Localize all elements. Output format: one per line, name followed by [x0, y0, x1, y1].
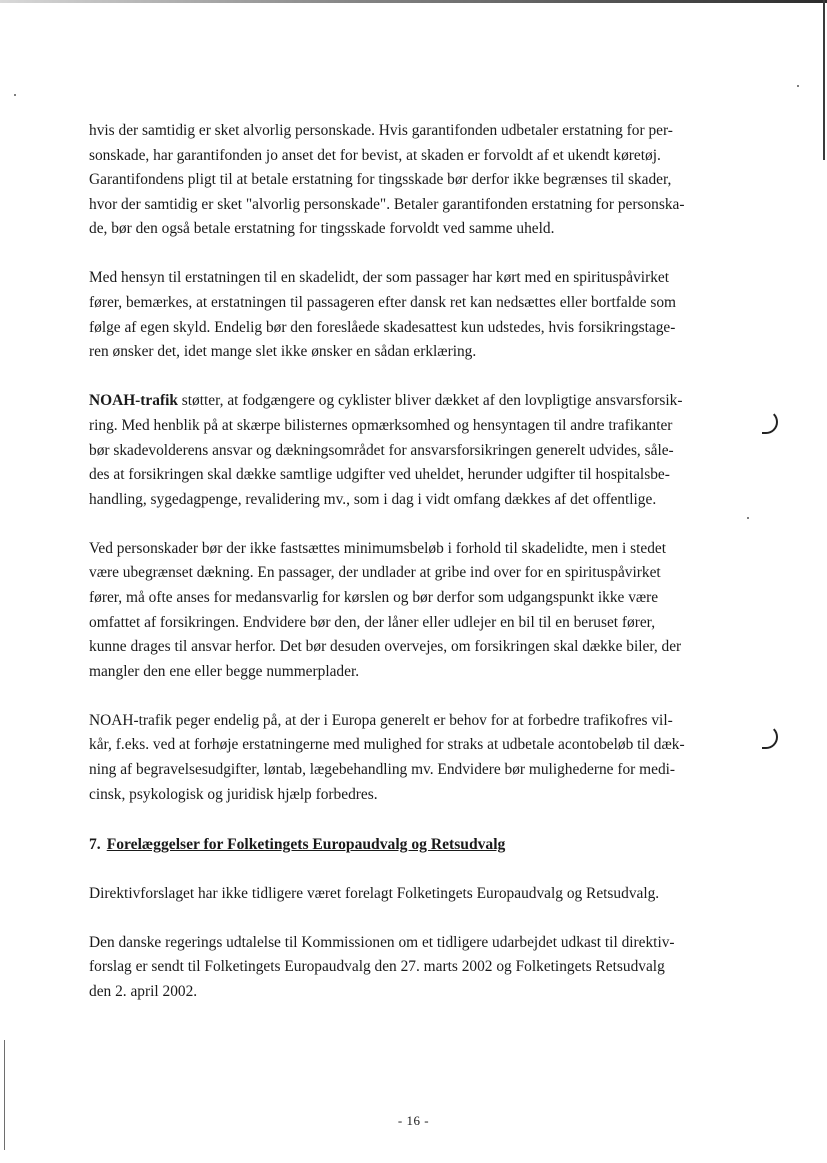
- paragraph: Ved personskader bør der ikke fastsættes minimumsbeløb i forhold til skadelidte, men i stedet være ubegrænset dækning. En passager, der undlader at gribe ind over for en spirituspåvirket fører, må ofte anses for medansvarlig for kørslen og bør derfor som udgangspunkt ikke være omfattet af forsikringen. Endvidere bør den, der låner eller udlejer en bil til en beruset fører, kunne drages til ansvar herfor. Det bør desuden overvejes, om forsikringen skal dække biler, der mangler den ene eller begge nummerplader.: [89, 539, 682, 680]
- paragraph: Direktivforslaget har ikke tidligere været forelagt Folketingets Europaudvalg og Retsudvalg.: [89, 884, 660, 902]
- document-body: [89, 119, 749, 1005]
- paragraph: Med hensyn til erstatningen til en skadelidt, der som passager har kørt med en spirituspåvirket fører, bemærkes, at erstatningen til passageren efter dansk ret kan nedsættes eller bortfalde som følge af egen skyld. Endelig bør den foreslåede skadesattest kun udstedes, hvis forsikringstage- ren ønsker det, idet mange slet ikke ønsker en sådan erklæring.: [89, 269, 677, 361]
- scan-speck: [797, 85, 799, 87]
- page-number: - 16 -: [397, 1113, 430, 1128]
- paragraph: Den danske regerings udtalelse til Kommissionen om et tidligere udarbejdet udkast til direktiv- forslag er sendt til Folketingets Europaudvalg den 27. marts 2002 og Folketingets Retsudvalg den 2. april 2002.: [89, 933, 675, 1001]
- scan-top-edge: [0, 0, 827, 3]
- section-heading: [89, 833, 749, 857]
- punch-hole-mark: [762, 725, 778, 749]
- punch-hole-mark: [762, 410, 778, 434]
- scan-right-edge: [823, 0, 825, 160]
- paragraph: [89, 389, 749, 512]
- scan-speck: [14, 94, 16, 96]
- scan-left-edge: [4, 1040, 5, 1150]
- paragraph-text: støtter, at fodgængere og cyklister bliver dækket af den lovpligtige ansvarsforsik- ring. Med henblik på at skærpe bilisternes opmærksomhed og hensyntagen til andre trafikanter bør skadevolderens ansvar og dækningsområdet for ansvarsforsikringen generelt udvides, såle- des at forsikringen skal dække samtlige udgifter ved uheldet, herunder udgifter til hospitalsbe- handling, sygedagpenge, revalidering mv., som i dag i vidt omfang dækkes af det offentlige.: [89, 392, 683, 508]
- paragraph: hvis der samtidig er sket alvorlig personskade. Hvis garantifonden udbetaler erstatning for per- sonskade, har garantifonden jo anset det for bevist, at skaden er forvoldt af et ukendt køretøj. Garantifondens pligt til at betale erstatning for tingsskade bør derfor ikke begrænses til skader, hvor der samtidig er sket "alvorlig personskade". Betaler garantifonden erstatning for personska- de, bør den også betale erstatning for tingsskade forvoldt ved samme uheld.: [89, 122, 685, 238]
- paragraph: NOAH-trafik peger endelig på, at der i Europa generelt er behov for at forbedre trafikofres vil- kår, f.eks. ved at forhøje erstatningerne med mulighed for straks at udbetale acontobeløb til dæk- ning af begravelsesudgifter, løntab, lægebehandling mv. Endvidere bør mulighederne for medi- cinsk, psykologisk og juridisk hjælp forbedres.: [89, 711, 685, 803]
- section-title: Forelæggelser for Folketingets Europaudvalg og Retsudvalg: [106, 836, 506, 854]
- organization-name: NOAH-trafik: [89, 392, 178, 410]
- section-number: 7.: [89, 836, 101, 854]
